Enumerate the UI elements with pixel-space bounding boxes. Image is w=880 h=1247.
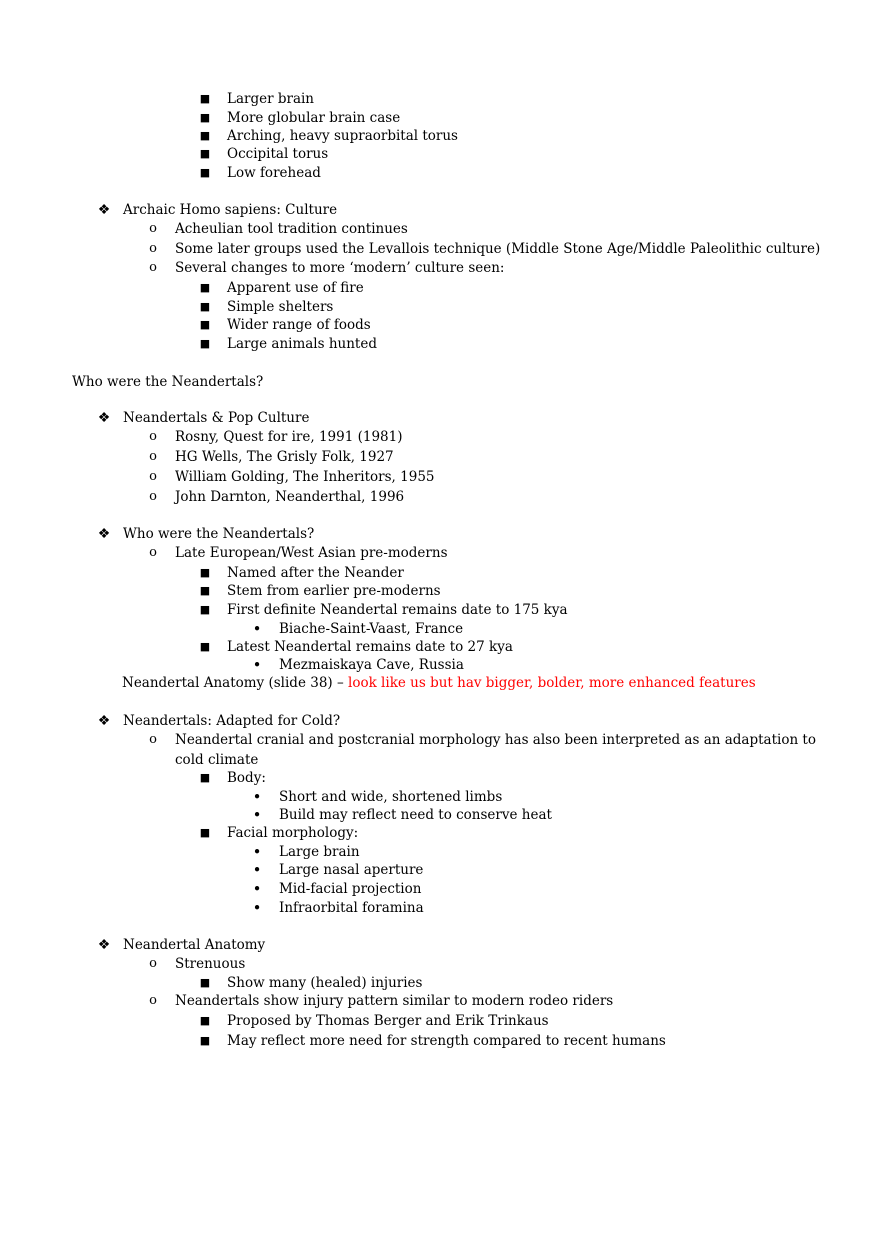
dot-bullet-icon: •: [252, 861, 262, 879]
list-item: More globular brain case: [227, 110, 401, 126]
section-heading: Neandertal Anatomy: [123, 937, 266, 953]
list-item: Named after the Neander: [227, 565, 404, 581]
list-item: Several changes to more ‘modern’ culture seen:: [175, 260, 505, 276]
list-item: Large animals hunted: [227, 336, 377, 352]
square-bullet-icon: ■: [199, 281, 211, 294]
circle-bullet-icon: o: [149, 469, 157, 484]
dot-bullet-icon: •: [252, 899, 262, 917]
square-bullet-icon: ■: [199, 771, 211, 784]
section-heading: Archaic Homo sapiens: Culture: [123, 202, 338, 218]
page-section-title: Who were the Neandertals?: [72, 374, 264, 390]
diamond-bullet-icon: ❖: [97, 526, 111, 542]
diamond-bullet-icon: ❖: [97, 713, 111, 729]
square-bullet-icon: ■: [199, 129, 211, 142]
list-item: Large nasal aperture: [279, 862, 424, 878]
dot-bullet-icon: •: [252, 656, 262, 674]
square-bullet-icon: ■: [199, 166, 211, 179]
dot-bullet-icon: •: [252, 806, 262, 824]
square-bullet-icon: ■: [199, 92, 211, 105]
dot-bullet-icon: •: [252, 843, 262, 861]
list-item: Biache-Saint-Vaast, France: [279, 621, 464, 637]
list-item: Larger brain: [227, 91, 314, 107]
square-bullet-icon: ■: [199, 976, 211, 989]
list-item: Build may reflect need to conserve heat: [279, 807, 552, 823]
list-item: Stem from earlier pre-moderns: [227, 583, 441, 599]
diamond-bullet-icon: ❖: [97, 937, 111, 953]
list-item: Mezmaiskaya Cave, Russia: [279, 657, 464, 673]
list-item: Acheulian tool tradition continues: [175, 221, 408, 237]
dot-bullet-icon: •: [252, 880, 262, 898]
list-item: Simple shelters: [227, 299, 334, 315]
section-heading: Who were the Neandertals?: [123, 526, 315, 542]
square-bullet-icon: ■: [199, 147, 211, 160]
dot-bullet-icon: •: [252, 620, 262, 638]
list-item: Late European/West Asian pre-moderns: [175, 545, 448, 561]
circle-bullet-icon: o: [149, 489, 157, 504]
list-item: Neandertal cranial and postcranial morphology has also been interpreted as an adaptation to: [175, 732, 816, 748]
list-item: Low forehead: [227, 165, 321, 181]
square-bullet-icon: ■: [199, 318, 211, 331]
circle-bullet-icon: o: [149, 993, 157, 1008]
list-item: Facial morphology:: [227, 825, 359, 841]
anatomy-note-prefix: Neandertal Anatomy (slide 38) –: [122, 675, 349, 691]
list-item: Infraorbital foramina: [279, 900, 424, 916]
square-bullet-icon: ■: [199, 111, 211, 124]
list-item: May reflect more need for strength compared to recent humans: [227, 1033, 666, 1049]
anatomy-note-highlight: look like us but hav bigger, bolder, more enhanced features: [348, 675, 756, 691]
list-item: Apparent use of fire: [227, 280, 364, 296]
circle-bullet-icon: o: [149, 221, 157, 236]
list-item: Body:: [227, 770, 266, 786]
circle-bullet-icon: o: [149, 260, 157, 275]
circle-bullet-icon: o: [149, 956, 157, 971]
list-item: Proposed by Thomas Berger and Erik Trinkaus: [227, 1013, 549, 1029]
list-item: Latest Neandertal remains date to 27 kya: [227, 639, 513, 655]
circle-bullet-icon: o: [149, 732, 157, 747]
section-heading: Neandertals & Pop Culture: [123, 410, 310, 426]
square-bullet-icon: ■: [199, 337, 211, 350]
list-item: First definite Neandertal remains date to 175 kya: [227, 602, 568, 618]
circle-bullet-icon: o: [149, 241, 157, 256]
list-item: Short and wide, shortened limbs: [279, 789, 503, 805]
section-heading: Neandertals: Adapted for Cold?: [123, 713, 341, 729]
circle-bullet-icon: o: [149, 545, 157, 560]
circle-bullet-icon: o: [149, 449, 157, 464]
square-bullet-icon: ■: [199, 584, 211, 597]
list-item: Mid-facial projection: [279, 881, 422, 897]
list-item: Strenuous: [175, 956, 246, 972]
list-item: John Darnton, Neanderthal, 1996: [175, 489, 405, 505]
square-bullet-icon: ■: [199, 640, 211, 653]
square-bullet-icon: ■: [199, 1034, 211, 1047]
anatomy-note: [122, 674, 756, 692]
square-bullet-icon: ■: [199, 1014, 211, 1027]
list-item: William Golding, The Inheritors, 1955: [175, 469, 435, 485]
list-item: Rosny, Quest for ire, 1991 (1981): [175, 429, 403, 445]
diamond-bullet-icon: ❖: [97, 410, 111, 426]
square-bullet-icon: ■: [199, 300, 211, 313]
list-item: Wider range of foods: [227, 317, 371, 333]
list-item: Large brain: [279, 844, 360, 860]
list-item-continuation: cold climate: [175, 752, 259, 768]
square-bullet-icon: ■: [199, 826, 211, 839]
list-item: Neandertals show injury pattern similar to modern rodeo riders: [175, 993, 614, 1009]
square-bullet-icon: ■: [199, 603, 211, 616]
dot-bullet-icon: •: [252, 788, 262, 806]
list-item: Occipital torus: [227, 146, 329, 162]
list-item: Arching, heavy supraorbital torus: [227, 128, 458, 144]
list-item: Show many (healed) injuries: [227, 975, 423, 991]
list-item: HG Wells, The Grisly Folk, 1927: [175, 449, 394, 465]
list-item: Some later groups used the Levallois technique (Middle Stone Age/Middle Paleolithic culture): [175, 241, 821, 257]
diamond-bullet-icon: ❖: [97, 202, 111, 218]
square-bullet-icon: ■: [199, 566, 211, 579]
circle-bullet-icon: o: [149, 429, 157, 444]
